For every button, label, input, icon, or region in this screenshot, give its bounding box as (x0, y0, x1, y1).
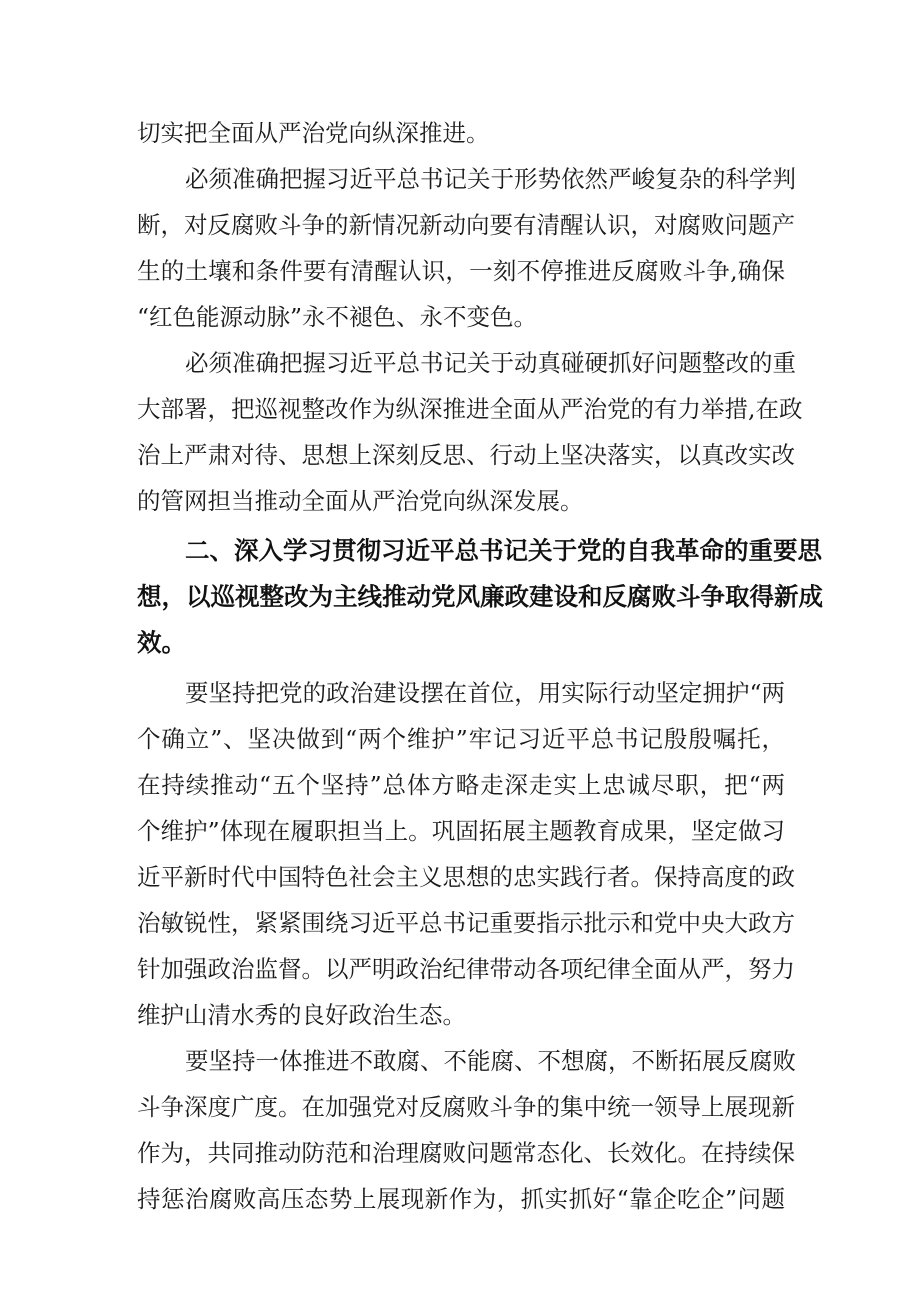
text-line: 斗争深度广度。在加强党对反腐败斗争的集中统一领导上展现新 (137, 1093, 795, 1121)
paragraph-political-building (137, 670, 795, 1038)
text-line: 治上严肃对待、思想上深刻反思、行动上坚决落实，以真改实改 (137, 441, 795, 469)
document-body (137, 110, 823, 1222)
text-line: 维护山清水秀的良好政治生态。 (137, 1001, 466, 1029)
text-line: 针加强政治监督。以严明政治纪律带动各项纪律全面从严，努力 (137, 955, 795, 983)
text-line: 治敏锐性，紧紧围绕习近平总书记重要指示批示和党中央大政方 (137, 909, 795, 937)
text-line: 近平新时代中国特色社会主义思想的忠实践行者。保持高度的政 (137, 863, 795, 891)
paragraph-rectification-deployment (137, 340, 803, 524)
heading-line: 二、深入学习贯彻习近平总书记关于党的自我革命的重要思 (185, 536, 822, 565)
text-line: 生的土壤和条件要有清醒认识，一刻不停推进反腐败斗争,确保 (137, 257, 785, 285)
paragraph-situation-judgement (137, 156, 796, 340)
text-line: 在持续推动“五个坚持”总体方略走深走实上忠诚尽职，把“两 (137, 771, 785, 799)
text-line: 必须准确把握习近平总书记关于形势依然严峻复杂的科学判 (185, 165, 796, 193)
text-line: 断，对反腐败斗争的新情况新动向要有清醒认识，对腐败问题产 (137, 211, 795, 239)
text-line: 个维护”体现在履职担当上。巩固拓展主题教育成果，坚定做习 (137, 817, 785, 845)
heading-line: 效。 (137, 628, 186, 657)
text-line: 作为，共同推动防范和治理腐败问题常态化、长效化。在持续保 (137, 1139, 795, 1167)
text-line: “红色能源动脉”永不褪色、永不变色。 (137, 303, 538, 331)
text-line: 要坚持一体推进不敢腐、不能腐、不想腐，不断拓展反腐败 (185, 1047, 796, 1075)
text-line: 的管网担当推动全面从严治党向纵深发展。 (137, 487, 584, 515)
heading-line: 想，以巡视整改为主线推动党风廉政建设和反腐败斗争取得新成 (137, 582, 823, 611)
section-heading-2 (137, 528, 823, 666)
text-line: 大部署，把巡视整改作为纵深推进全面从严治党的有力举措,在政 (137, 395, 803, 423)
text-line: 必须准确把握习近平总书记关于动真碰硬抓好问题整改的重 (185, 349, 796, 377)
text-line: 个确立”、坚决做到“两个维护”牢记习近平总书记殷殷嘱托， (137, 725, 785, 753)
text-line: 要坚持把党的政治建设摆在首位，用实际行动坚定拥护“两 (185, 679, 785, 707)
text-line: 切实把全面从严治党向纵深推进。 (137, 119, 490, 147)
paragraph-anti-corruption (137, 1038, 796, 1222)
text-line: 持惩治腐败高压态势上展现新作为，抓实抓好“靠企吃企”问题 (137, 1185, 785, 1213)
paragraph-continuation (137, 110, 785, 156)
